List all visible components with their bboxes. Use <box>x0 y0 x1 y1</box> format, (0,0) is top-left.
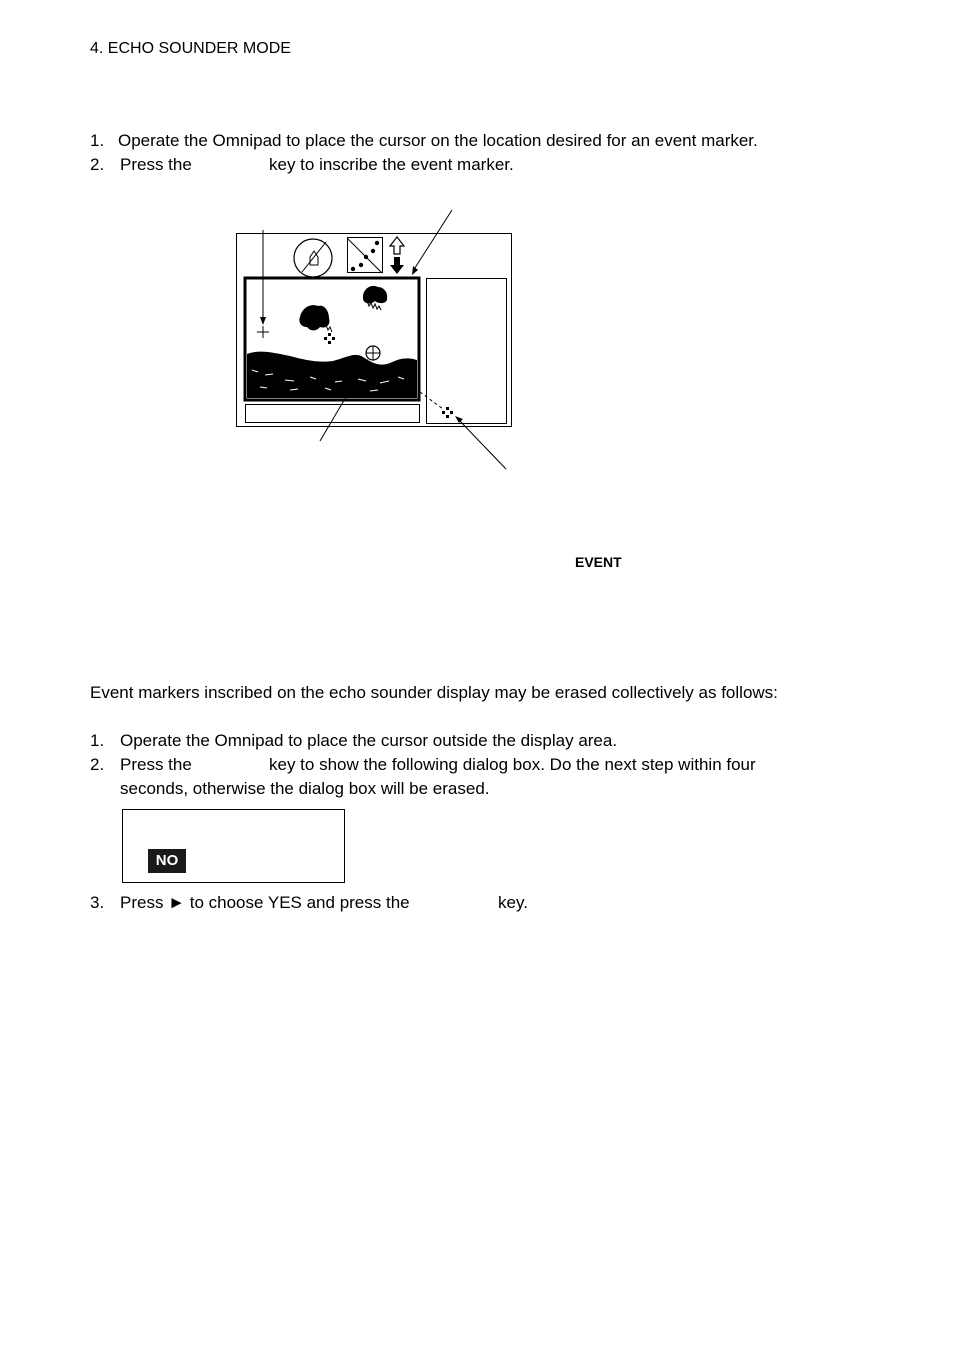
step-text: Press ► to choose YES and press the <box>120 893 410 912</box>
compass-icon <box>294 239 332 277</box>
step-number: 2. <box>90 155 105 174</box>
inscribe-step-1 <box>90 131 758 151</box>
step-number: 3. <box>90 893 105 912</box>
data-panel <box>427 279 507 424</box>
crosshair-cursor-icon <box>366 346 380 360</box>
event-marker-icon <box>442 407 453 418</box>
callout-line <box>413 210 452 271</box>
section-header: 4. ECHO SOUNDER MODE <box>90 40 291 57</box>
erase-step-2 <box>90 755 192 775</box>
step-text: Press the <box>120 755 192 774</box>
inscribe-step-2-after: key to inscribe the event marker. <box>269 155 514 174</box>
step-text: Operate the Omnipad to place the cursor outside the display area. <box>120 731 618 750</box>
erase-step-1 <box>90 731 617 751</box>
erase-step-2-line2: seconds, otherwise the dialog box will be erased. <box>120 779 490 798</box>
step-number: 1. <box>90 131 105 150</box>
scatter-icon <box>347 238 383 274</box>
erase-step-3-after: key. <box>498 893 528 912</box>
shift-arrow-icon <box>390 237 404 254</box>
no-button[interactable]: NO <box>148 849 186 873</box>
step-text: Operate the Omnipad to place the cursor on the location desired for an event marker. <box>118 131 758 150</box>
dashed-connector <box>420 392 443 409</box>
step-number: 1. <box>90 731 105 750</box>
erase-dialog-box <box>122 809 345 883</box>
erase-step-3 <box>90 893 410 913</box>
down-arrow-icon <box>390 257 404 274</box>
echo-display-figure <box>230 205 520 475</box>
event-key-label: EVENT <box>575 554 622 570</box>
step-text: Press the <box>120 155 192 174</box>
step-number: 2. <box>90 755 105 774</box>
erase-intro: Event markers inscribed on the echo sounder display may be erased collectively as follows: <box>90 683 778 702</box>
inscribe-step-2 <box>90 155 192 175</box>
erase-step-2-after: key to show the following dialog box. Do the next step within four <box>269 755 756 774</box>
